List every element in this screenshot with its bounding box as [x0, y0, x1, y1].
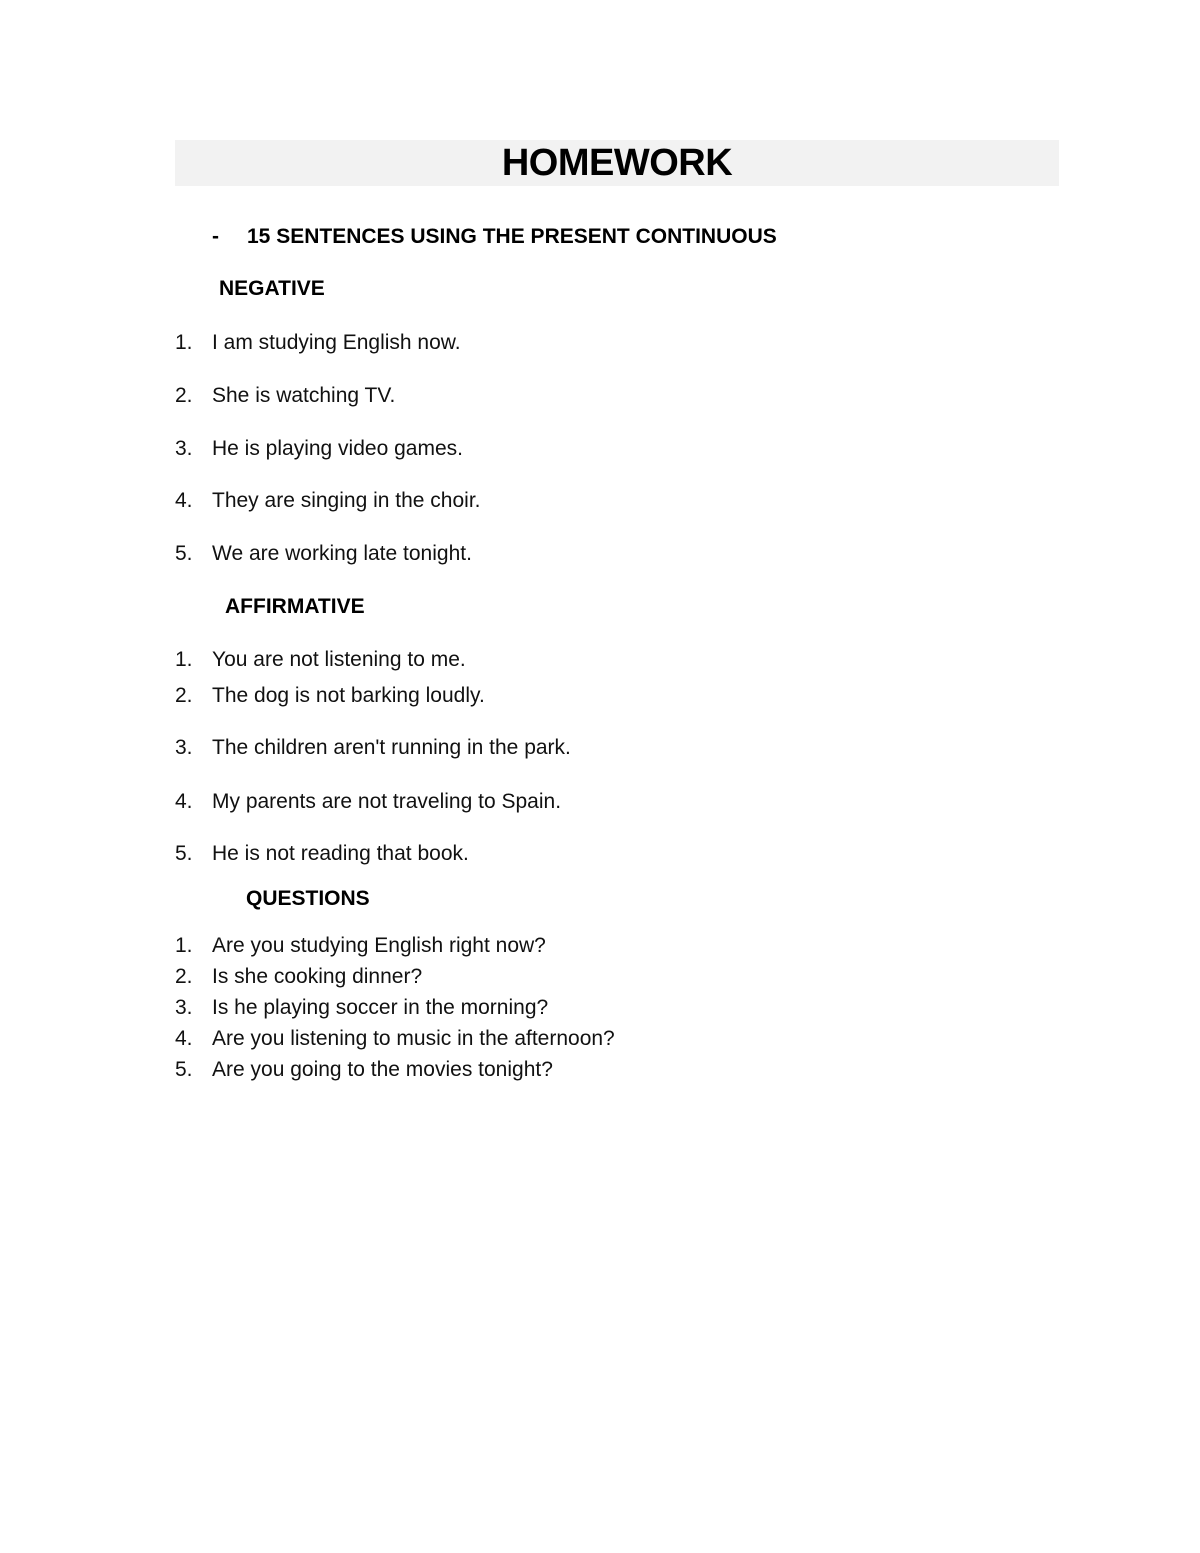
item-text: Are you going to the movies tonight? [212, 1058, 553, 1081]
list-item [175, 436, 463, 462]
item-text: Are you listening to music in the afternoon? [212, 1027, 615, 1050]
item-number: 2. [175, 965, 193, 988]
list-item [175, 1057, 553, 1083]
item-text: She is watching TV. [212, 384, 396, 407]
item-number: 2. [175, 684, 193, 707]
item-text: You are not listening to me. [212, 648, 466, 671]
list-item [175, 933, 546, 959]
item-number: 1. [175, 934, 193, 957]
list-item [175, 841, 469, 867]
bullet-dash: - [212, 225, 219, 248]
list-item [175, 541, 472, 567]
item-number: 4. [175, 489, 193, 512]
list-item [175, 330, 461, 356]
item-text: Is she cooking dinner? [212, 965, 423, 988]
list-item [175, 1026, 615, 1052]
item-number: 3. [175, 736, 193, 759]
list-item [175, 735, 571, 761]
item-text: The dog is not barking loudly. [212, 684, 485, 707]
item-text: I am studying English now. [212, 331, 461, 354]
section-heading-negative: NEGATIVE [219, 277, 325, 300]
title-banner [175, 140, 1059, 186]
list-item [175, 995, 548, 1021]
item-text: My parents are not traveling to Spain. [212, 790, 562, 813]
item-number: 3. [175, 996, 193, 1019]
item-number: 5. [175, 542, 193, 565]
item-number: 4. [175, 790, 193, 813]
list-item [175, 488, 481, 514]
item-text: The children aren't running in the park. [212, 736, 571, 759]
item-number: 4. [175, 1027, 193, 1050]
item-text: He is playing video games. [212, 437, 463, 460]
item-text: We are working late tonight. [212, 542, 472, 565]
instruction-text: 15 SENTENCES USING THE PRESENT CONTINUOUS [247, 225, 777, 248]
item-text: Are you studying English right now? [212, 934, 546, 957]
item-number: 3. [175, 437, 193, 460]
assignment-instruction [212, 224, 777, 250]
item-number: 1. [175, 648, 193, 671]
item-number: 2. [175, 384, 193, 407]
item-text: They are singing in the choir. [212, 489, 481, 512]
list-item [175, 683, 485, 709]
list-item [175, 383, 395, 409]
item-text: He is not reading that book. [212, 842, 469, 865]
item-number: 1. [175, 331, 193, 354]
list-item [175, 647, 466, 673]
list-item [175, 964, 422, 990]
item-number: 5. [175, 1058, 193, 1081]
section-heading-affirmative: AFFIRMATIVE [225, 595, 365, 618]
section-heading-questions: QUESTIONS [246, 887, 370, 910]
item-text: Is he playing soccer in the morning? [212, 996, 549, 1019]
page-title: HOMEWORK [501, 142, 733, 184]
list-item [175, 789, 561, 815]
item-number: 5. [175, 842, 193, 865]
